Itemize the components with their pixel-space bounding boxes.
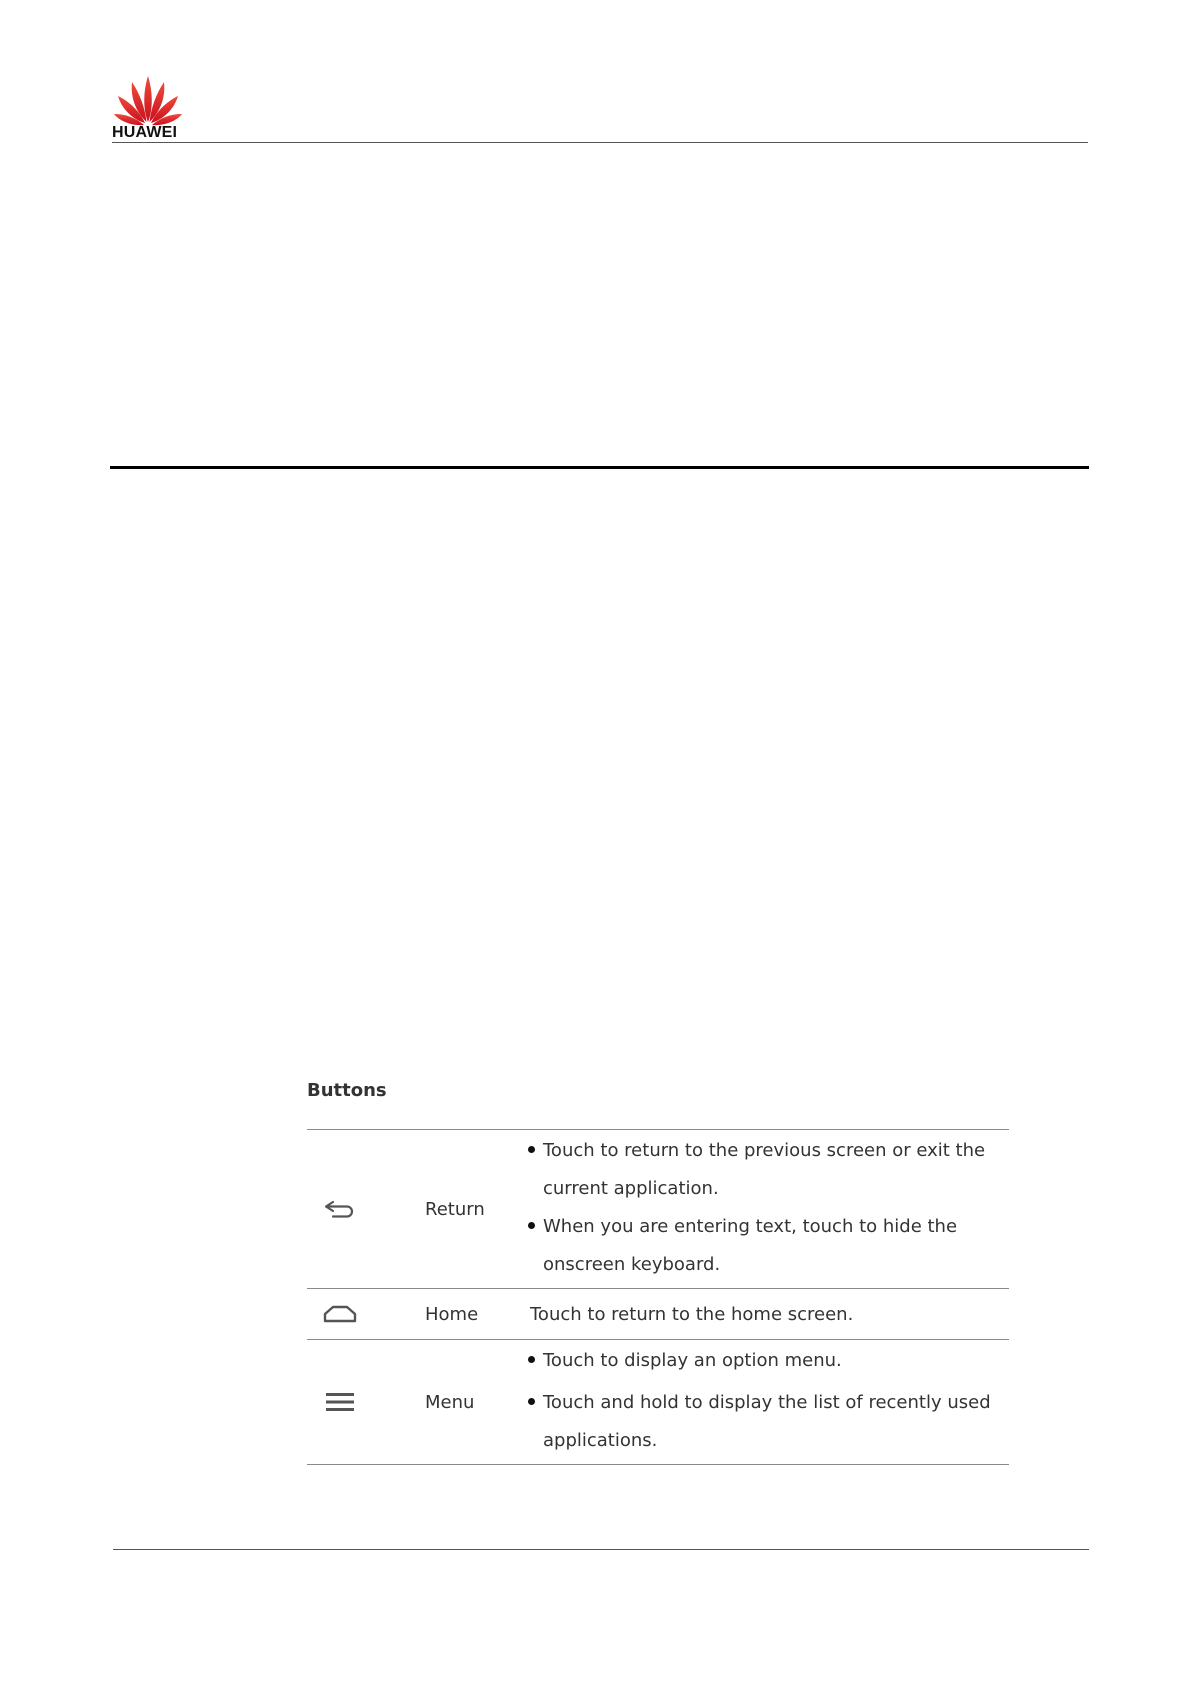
button-description-menu [527,1340,1009,1466]
button-name-return: Return [425,1198,485,1220]
list-item: Touch and hold to display the list of recently used applications. [527,1384,1009,1460]
return-arrow-icon [307,1130,373,1288]
button-name-home: Home [425,1303,479,1325]
list-item: Touch to return to the previous screen or exit the current application. [527,1132,1009,1208]
button-description-return [527,1130,1009,1290]
list-item: When you are entering text, touch to hide the onscreen keyboard. [527,1208,1009,1284]
list-item: Touch to display an option menu. [527,1342,1009,1380]
footer-divider [113,1549,1089,1550]
table-row-home [307,1289,1009,1340]
header-divider [112,142,1088,143]
section-title: Buttons [307,1080,387,1101]
button-name-menu: Menu [425,1391,475,1413]
buttons-table [307,1129,1009,1465]
logo-wordmark: HUAWEI [112,124,178,141]
menu-icon [307,1340,373,1464]
table-row-return [307,1130,1009,1289]
home-icon [307,1289,373,1339]
section-divider [110,466,1089,469]
table-row-menu [307,1340,1009,1465]
button-description-home: Touch to return to the home screen. [530,1303,854,1325]
